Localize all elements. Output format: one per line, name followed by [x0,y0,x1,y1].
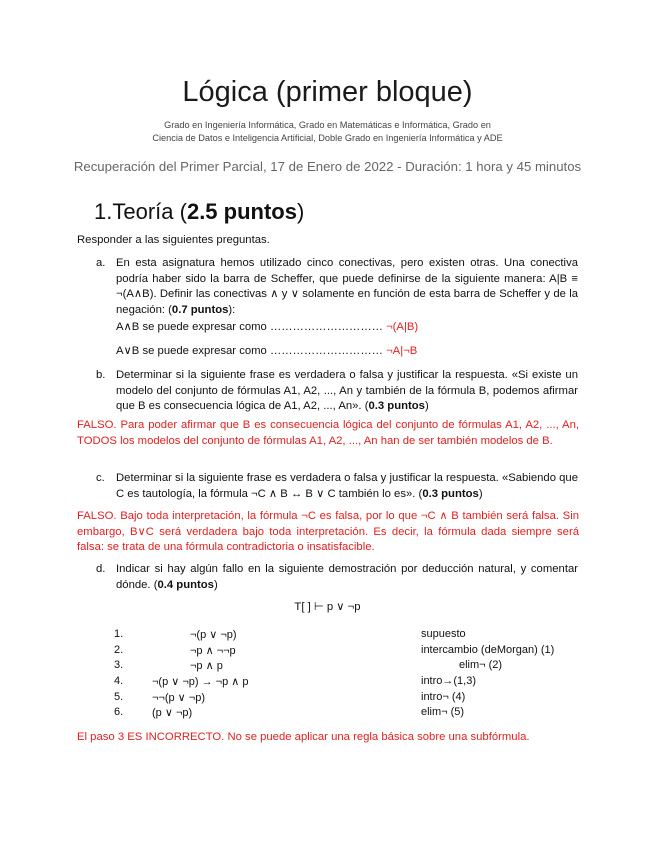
answer-b: FALSO. Para poder afirmar que B es consecuencia lógica del conjunto de fórmulas A1, A2, ..., An, TODOS los modelos del conjunto de fórmulas A1, A2, ..., An han de ser también modelos de B. [77,419,579,447]
proof-rule: intro→(1,3) [421,675,477,688]
question-a-points: 0.7 puntos [171,303,229,316]
proof-formula: (p ∨ ¬p) [152,707,193,720]
question-c-body: Determinar si la siguiente frase es verdadera o falsa y justificar la respuesta. «Sabiendo que C es tautología, la fórmula ¬C ∧ B ↔ B ∨ C también lo es». ( [116,472,578,500]
question-c-close: ) [478,487,483,500]
or-expression-prefix: A∨B se puede expresar como ………………………… [116,345,387,357]
proof-formula: ¬(p ∨ ¬p) [190,629,237,641]
degree-list [120,119,535,145]
question-d-points: 0.4 puntos [157,578,214,591]
question-b-text [116,368,578,415]
proof-row [114,644,554,660]
answer-c: FALSO. Bajo toda interpretación, la fórmula ¬C es falsa, por lo que ¬C ∧ B también será falsa. Sin embargo, B∨C será verdadera bajo toda interpretación. Es decir, la fórmula dada siempre será falsa: se trata de una fórmula contradictoria o insatisfacible. [77,510,579,554]
question-c-text [116,471,578,502]
degree-line-2: Ciencia de Datos e Inteligencia Artificial, Doble Grado en Ingeniería Informática y ADE [152,133,503,143]
question-a-text [116,256,578,318]
section-intro: Responder a las siguientes preguntas. [77,234,270,246]
proof-step-number: 5. [114,690,124,703]
question-d-close: ) [213,578,218,591]
question-a-close: ): [228,303,236,316]
question-d-label: d. [96,563,106,575]
question-d-text [116,562,578,593]
question-b-close: ) [424,400,429,413]
section-points: 2.5 puntos [186,199,297,224]
proof-formula: ¬¬(p ∨ ¬p) [152,691,205,704]
proof-step-number: 3. [114,659,124,672]
proof-row [114,659,554,675]
proof-formula: ¬p ∧ p [190,660,223,673]
proof-row [114,628,554,644]
question-b-label: b. [96,369,106,381]
proof-step-number: 1. [114,628,124,640]
proof-rule: intercambio (deMorgan) (1) [421,643,555,656]
proof-step-number: 4. [114,675,124,688]
question-b-body: Determinar si la siguiente frase es verdadera o falsa y justificar la respuesta. «Si existe un modelo del conjunto de fórmulas A1, A2, ..., An y también de la fórmula B, podemos afirmar que B es consecuencia lógica de A1, A2, ..., An». ( [116,369,578,413]
proof-row [114,706,554,722]
question-c-points: 0.3 puntos [422,487,479,500]
or-expression-answer: ¬A|¬B [386,345,418,357]
proof-formula: ¬p ∧ ¬¬p [190,644,236,657]
answer-d: El paso 3 ES INCORRECTO. No se puede aplicar una regla básica sobre una subfórmula. [77,731,530,743]
and-expression [116,320,418,336]
exam-info: Recuperación del Primer Parcial, 17 de Enero de 2022 - Duración: 1 hora y 45 minutos [73,159,582,174]
section-number: 1. [94,199,113,224]
and-expression-answer: ¬(A|B) [386,321,419,333]
proof-table [114,628,554,722]
question-a-body: En esta asignatura hemos utilizado cinco conectivas, pero existen otras. Una conectiva podría haber sido la barra de Scheffer, que puede definirse de la siguiente manera: A|B ≡ ¬(A∧B). Definir las conectivas ∧ y ∨ solamente en función de esta barra de Scheffer y de la negación: ( [116,257,578,316]
section-heading [94,199,304,225]
proof-rule: elim¬ (2) [459,659,503,672]
degree-line-1: Grado en Ingeniería Informática, Grado en Matemáticas e Informática, Grado en [164,120,491,130]
question-a-label: a. [96,257,106,269]
proof-formula: ¬(p ∨ ¬p) → ¬p ∧ p [152,676,249,689]
and-expression-prefix: A∧B se puede expresar como ………………………… [116,321,387,333]
section-close: ) [296,199,305,224]
proof-row [114,691,554,707]
sequent: T[ ] ⊢ p ∨ ¬p [294,601,361,613]
question-b-points: 0.3 puntos [368,400,425,413]
proof-step-number: 2. [114,643,124,656]
or-expression [116,344,417,360]
proof-row [114,675,554,691]
proof-step-number: 6. [114,706,124,719]
proof-rule: supuesto [421,628,466,640]
question-c-label: c. [96,472,105,484]
proof-rule: intro¬ (4) [421,690,466,703]
proof-rule: elim¬ (5) [421,706,465,719]
section-name: Teoría ( [112,199,187,224]
question-d-body: Indicar si hay algún fallo en la siguiente demostración por deducción natural, y comentar dónde. ( [116,563,578,591]
page-title: Lógica (primer bloque) [182,76,473,108]
